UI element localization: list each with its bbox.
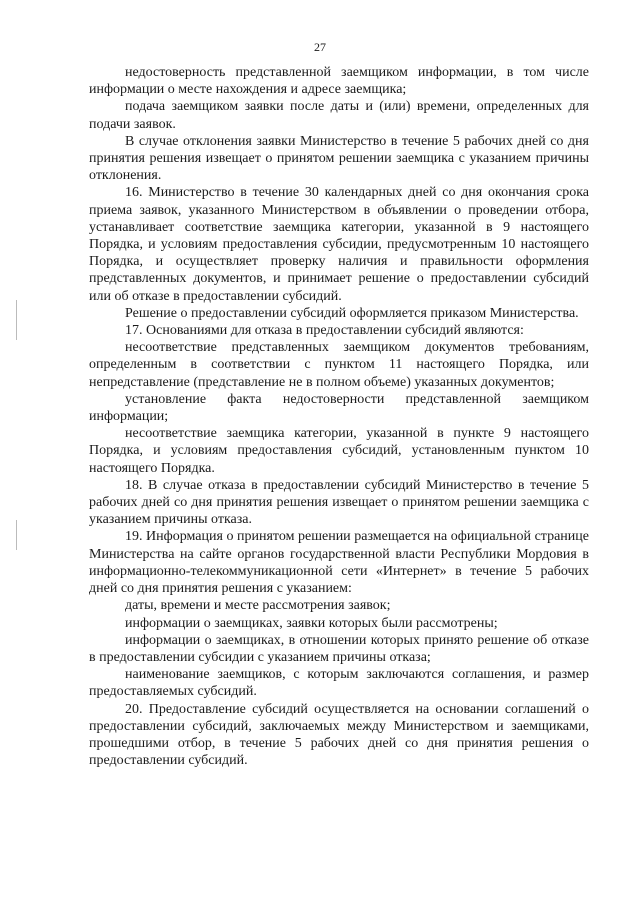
paragraph: 19. Информация о принятом решении размещается на официальной странице Министерства на сайте органов государственной власти Республики Мордовия в информационно-телекоммуникационной сети «Интернет» в течение 5 рабочих дней со дня принятия решения с указанием:: [89, 529, 589, 597]
paragraph: Решение о предоставлении субсидий оформляется приказом Министерства.: [125, 305, 579, 321]
paragraph: 20. Предоставление субсидий осуществляется на основании соглашений о предоставлении субсидий, заключаемых между Министерством и заемщиками, прошедшими отбор, в течение 5 рабочих дней со дня принятия решения о предоставлении субсидий.: [89, 701, 589, 769]
paragraph: 17. Основаниями для отказа в предоставлении субсидий являются:: [125, 323, 524, 339]
paragraph: информации о заемщиках, заявки которых были рассмотрены;: [125, 615, 498, 631]
paragraph: несоответствие заемщика категории, указанной в пункте 9 настоящего Порядка, и условиям предоставления субсидий, установленным пунктом 10 настоящего Порядка.: [89, 426, 589, 476]
document-body: [89, 64, 589, 769]
scan-edge-mark: [16, 520, 17, 550]
paragraph: несоответствие представленных заемщиком документов требованиям, определенным в соответствии с пунктом 11 настоящего Порядка, или непредставление (представление не в полном объеме) указанных документов;: [89, 340, 589, 390]
paragraph: 16. Министерство в течение 30 календарных дней со дня окончания срока приема заявок, указанного Министерством в объявлении о проведении отбора, устанавливает соответствие заемщика категории, указанной в 9 настоящего Порядка, и условиям предоставления субсидии, предусмотренным 10 настоящего Порядка, и осуществляет проверку наличия и правильности оформления представленных документов, и принимает решение о предоставлении субсидий или об отказе в предоставлении субсидий.: [89, 185, 589, 304]
scan-edge-mark: [16, 300, 17, 340]
page-number: 27: [314, 40, 326, 54]
paragraph: недостоверность представленной заемщиком информации, в том числе информации о месте нахождения и адресе заемщика;: [89, 65, 589, 98]
paragraph: установление факта недостоверности представленной заемщиком информации;: [89, 391, 589, 425]
paragraph: даты, времени и месте рассмотрения заявок;: [125, 598, 391, 614]
paragraph: подача заемщиком заявки после даты и (или) времени, определенных для подачи заявок.: [89, 99, 589, 132]
paragraph: 18. В случае отказа в предоставлении субсидий Министерство в течение 5 рабочих дней со дня принятия решения извещает о принятом решении заемщика с указанием причины отказа.: [89, 477, 589, 528]
paragraph: наименование заемщиков, с которым заключаются соглашения, и размер предоставляемых субсидий.: [89, 667, 589, 700]
paragraph: информации о заемщиках, в отношении которых принято решение об отказе в предоставлении субсидии с указанием причины отказа;: [89, 632, 589, 665]
paragraph: В случае отклонения заявки Министерство в течение 5 рабочих дней со дня принятия решения извещает о принятом решении заемщика с указанием причины отклонения.: [89, 133, 589, 184]
